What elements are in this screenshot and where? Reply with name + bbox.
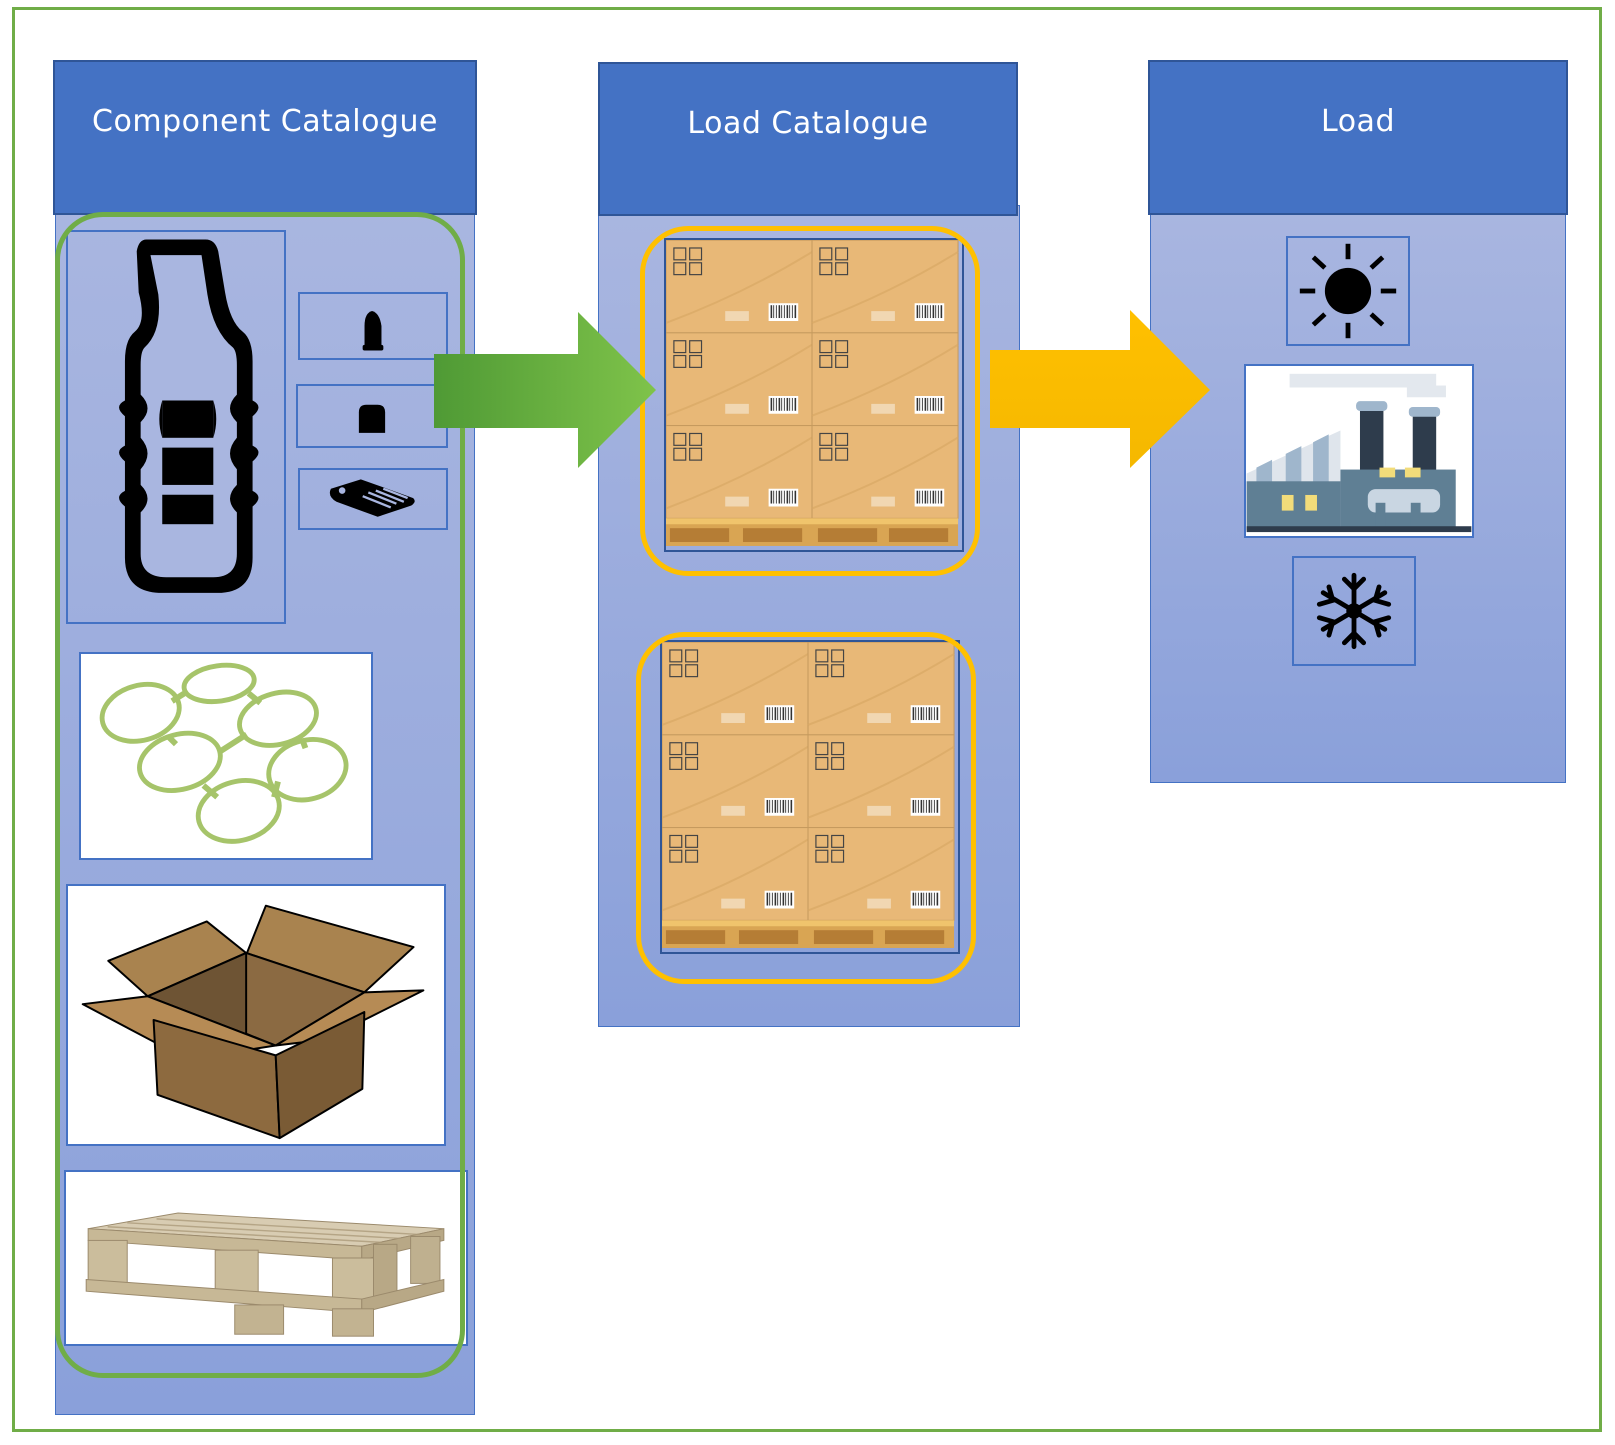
component-to-load-catalogue-arrow bbox=[434, 312, 656, 468]
load-title: Load bbox=[1321, 104, 1395, 139]
load-catalogue-to-load-arrow bbox=[990, 310, 1210, 468]
load-catalogue-title: Load Catalogue bbox=[687, 106, 929, 141]
component-catalogue-title: Component Catalogue bbox=[92, 104, 438, 139]
